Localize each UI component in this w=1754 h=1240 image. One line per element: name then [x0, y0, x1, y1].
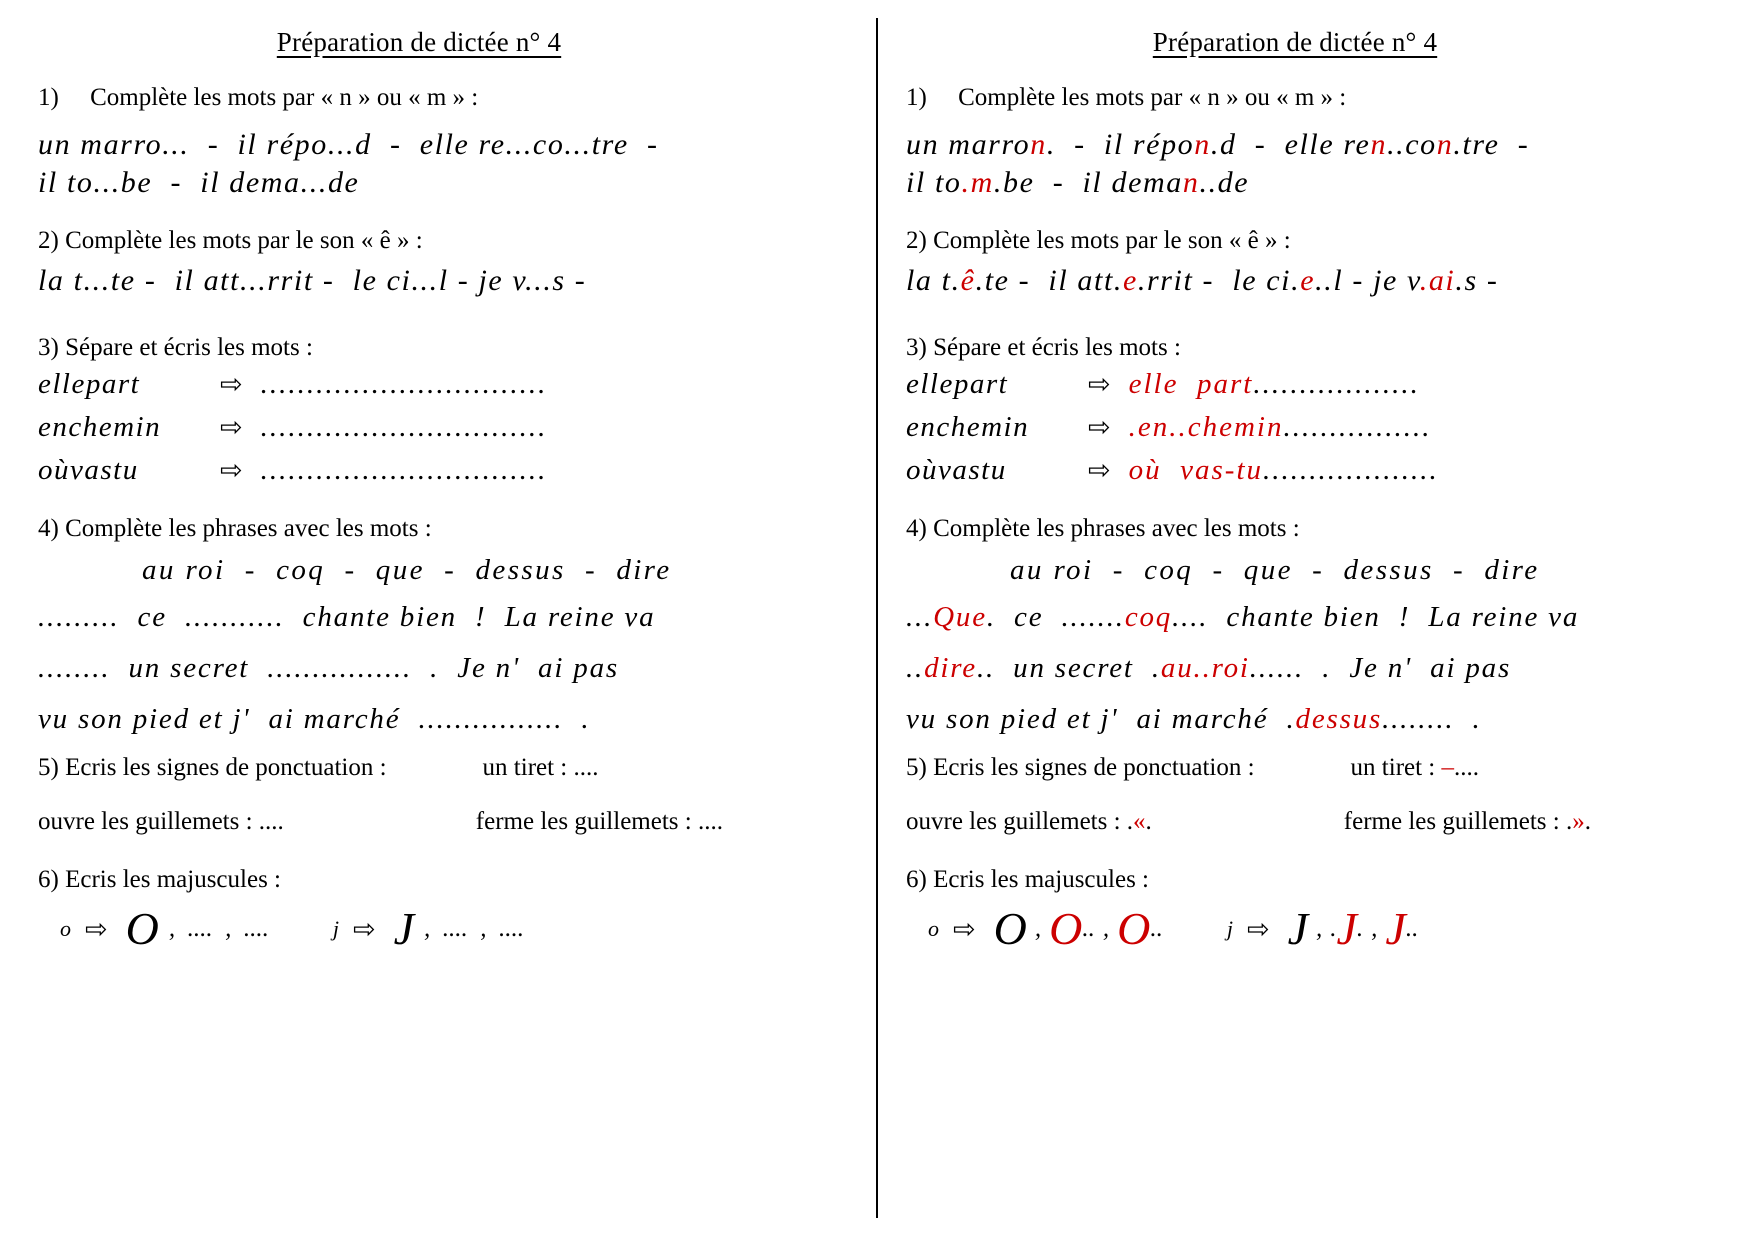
exercise-text: .tre - [1453, 128, 1530, 162]
exercise-text: vu son pied et j' ai marché . [906, 703, 1296, 736]
exercise6-answer-J-2-dots: .. [1405, 915, 1419, 943]
exercise5-close-answer: » [1572, 808, 1585, 836]
arrow-right-icon: ⇨ [1088, 369, 1111, 400]
page-title-right: Préparation de dictée n° 4 [1152, 27, 1438, 57]
correction-text: dire [924, 652, 977, 685]
exercise-text: .d - elle re [1210, 128, 1371, 162]
correction-text: n [1370, 128, 1388, 162]
exercise5-close-label: ferme les guillemets : [1343, 808, 1566, 836]
exercise3-row-1-left [38, 368, 840, 401]
correction-text: dessus [1295, 703, 1383, 736]
exercise5-close-blank[interactable]: .... [697, 808, 723, 836]
exercise3-trail-2: ................ [1283, 411, 1432, 444]
arrow-right-icon: ⇨ [220, 369, 243, 400]
exercise3-blank-3[interactable]: ............................... [260, 454, 548, 487]
exercise3-row-3-left [38, 454, 840, 487]
exercise4-line2-filled [906, 652, 1724, 685]
exercise4-wordbank-left: au roi - coq - que - dessus - dire [142, 554, 672, 587]
exercise6-instruction-right: 6) Ecris les majuscules : [906, 866, 1149, 894]
exercise5-guillemets-row-left [38, 808, 840, 836]
exercise5-tiret-label: un tiret : [1350, 754, 1442, 782]
exercise-text: ..l - je v [1315, 264, 1420, 298]
exercise3-instruction-right: 3) Sépare et écris les mots : [906, 333, 1181, 361]
exercise5-tiret-dots: .... [1454, 754, 1480, 782]
exercise6-answer-O-2: O [1117, 903, 1151, 955]
exercise5-tiret-answer: – [1441, 754, 1455, 782]
exercise6-model-O: O [125, 903, 159, 955]
exercise5-open-answer: « [1133, 808, 1146, 836]
exercise6-row-right: o ⇨ O , O .. , O .. j ⇨ J , . J . , J .. [928, 903, 1419, 955]
exercise5-open-label: ouvre les guillemets : [906, 808, 1127, 836]
exercise-text: . ce ....... [986, 601, 1125, 634]
correction-text: coq [1124, 601, 1173, 634]
exercise-text: un marro [906, 128, 1031, 162]
exercise1-line2-filled [906, 164, 1724, 202]
exercise3-instruction-left: 3) Sépare et écris les mots : [38, 333, 313, 361]
exercise4-line3-blank[interactable]: vu son pied et j' ai marché ................ . [38, 703, 591, 736]
column-corrected-worksheet [884, 0, 1744, 1240]
exercise-text: la t. [906, 264, 961, 298]
exercise3-row-3-right [906, 454, 1724, 487]
exercise6-model-O: O [993, 903, 1027, 955]
exercise5-instruction-text: 5) Ecris les signes de ponctuation : [906, 754, 1255, 782]
correction-text: n [1194, 128, 1211, 162]
exercise6-answer-O-1: O [1049, 903, 1083, 955]
exercise-text: .... chante bien ! La reine va [1172, 601, 1580, 634]
correction-text: Que [933, 601, 987, 634]
correction-text: .ai [1419, 264, 1456, 298]
exercise4-wordbank-right: au roi - coq - que - dessus - dire [1010, 554, 1540, 587]
exercise3-word-2: enchemin [38, 411, 162, 444]
exercise1-instruction-left: 1) Complète les mots par « n » ou « m » : [38, 83, 479, 111]
exercise3-answer-2: .en..chemin [1128, 411, 1284, 444]
exercise2-line-filled [906, 262, 1724, 300]
exercise3-row-1-right [906, 368, 1724, 401]
exercise-text: .. [906, 652, 925, 685]
exercise6-lower-j: j [332, 916, 339, 942]
exercise4-line2-blank[interactable]: ........ un secret ................ . Je n' ai pas [38, 652, 619, 685]
exercise5-instruction-text: 5) Ecris les signes de ponctuation : [38, 754, 387, 782]
exercise-text: .. un secret . [976, 652, 1161, 685]
exercise6-blank-slots-j[interactable]: , .... , .... [424, 915, 525, 943]
exercise3-answer-1: elle part [1128, 368, 1254, 401]
exercise4-line1-filled [906, 601, 1724, 634]
exercise5-tiret-blank[interactable]: .... [573, 754, 599, 782]
exercise-text: .s - [1455, 264, 1499, 298]
exercise-text: .te - il att. [975, 264, 1123, 298]
exercise4-line3-filled [906, 703, 1724, 736]
arrow-right-icon: ⇨ [220, 412, 243, 443]
exercise4-instruction-left: 4) Complète les phrases avec les mots : [38, 515, 432, 543]
exercise3-word-1: ellepart [38, 368, 141, 401]
exercise1-line1-blank: un marro... - il répo...d - elle re...co...tre - [38, 128, 659, 162]
exercise6-row-left [38, 903, 840, 955]
exercise3-word-3: oùvastu [906, 454, 1007, 487]
exercise1-instruction-right: 1) Complète les mots par « n » ou « m » : [906, 83, 1347, 111]
exercise-text: ..co [1387, 128, 1437, 162]
column-blank-worksheet [0, 0, 860, 1240]
exercise5-close-label: ferme les guillemets : [475, 808, 698, 836]
arrow-right-icon: ⇨ [1246, 913, 1270, 944]
exercise3-word-2: enchemin [906, 411, 1030, 444]
arrow-right-icon: ⇨ [352, 913, 376, 944]
correction-text: n [1436, 128, 1454, 162]
exercise-text: ...... . Je n' ai pas [1249, 652, 1512, 685]
exercise-text: ... [906, 601, 934, 634]
arrow-right-icon: ⇨ [953, 913, 976, 944]
exercise-text: .be - il dema [993, 165, 1183, 199]
exercise4-instruction-right: 4) Complète les phrases avec les mots : [906, 515, 1300, 543]
correction-text: .m [961, 165, 994, 199]
column-divider [876, 18, 878, 1218]
exercise3-answer-3: où vas-tu [1128, 454, 1263, 487]
exercise3-blank-2[interactable]: ............................... [260, 411, 548, 444]
exercise6-blank-slots-o[interactable]: , .... , .... [168, 915, 269, 943]
exercise5-open-label: ouvre les guillemets : [38, 808, 259, 836]
correction-text: e [1122, 264, 1138, 298]
arrow-right-icon: ⇨ [1088, 412, 1111, 443]
exercise5-guillemets-row-right: ouvre les guillemets : .«. ferme les guillemets : .». [906, 808, 1591, 836]
exercise3-trail-1: .................. [1253, 368, 1420, 401]
exercise3-trail-3: ................... [1263, 454, 1439, 487]
exercise1-line2-blank: il to...be - il dema...de [38, 165, 360, 199]
exercise2-instruction-left: 2) Complète les mots par le son « ê » : [38, 227, 423, 255]
exercise3-word-1: ellepart [906, 368, 1009, 401]
arrow-right-icon: ⇨ [85, 913, 108, 944]
correction-text: e [1300, 264, 1316, 298]
arrow-right-icon: ⇨ [220, 455, 243, 486]
exercise5-instruction-right [906, 754, 1724, 782]
exercise4-line1-blank[interactable]: ......... ce ........... chante bien ! La reine va [38, 601, 656, 634]
exercise6-lower-o: o [928, 916, 939, 942]
page-title-left: Préparation de dictée n° 4 [276, 27, 562, 57]
exercise6-model-J: J [1287, 903, 1308, 955]
correction-text: au..roi [1160, 652, 1250, 685]
exercise3-row-2-left [38, 411, 840, 444]
exercise-text: ..de [1199, 165, 1250, 199]
exercise-text: il to [906, 165, 962, 199]
exercise3-word-3: oùvastu [38, 454, 139, 487]
exercise6-answer-O-1-dots: .. [1082, 915, 1095, 943]
exercise1-line1-filled [906, 126, 1724, 164]
exercise5-instruction-left [38, 754, 840, 782]
exercise2-instruction-right: 2) Complète les mots par le son « ê » : [906, 227, 1291, 255]
exercise6-answer-O-2-dots: .. [1150, 915, 1163, 943]
exercise-text: .rrit - le ci. [1137, 264, 1301, 298]
exercise5-tiret-label: un tiret : [482, 754, 574, 782]
exercise2-line-blank: la t...te - il att...rrit - le ci...l - je v...s - [38, 264, 587, 298]
exercise6-lower-o: o [60, 916, 71, 942]
exercise6-answer-J-1: J [1336, 903, 1357, 955]
exercise-text: ........ . [1382, 703, 1482, 736]
exercise3-blank-1[interactable]: ............................... [260, 368, 548, 401]
correction-text: n [1182, 165, 1200, 199]
exercise6-answer-J-2: J [1385, 903, 1406, 955]
correction-text: n [1030, 128, 1047, 162]
exercise6-lower-j: j [1226, 916, 1233, 942]
exercise6-instruction-left: 6) Ecris les majuscules : [38, 866, 281, 894]
exercise6-model-J: J [393, 903, 415, 955]
exercise-text: . - il répo [1046, 128, 1195, 162]
exercise5-open-blank[interactable]: .... [258, 808, 284, 836]
correction-text: ê [960, 264, 976, 298]
exercise3-row-2-right [906, 411, 1724, 444]
arrow-right-icon: ⇨ [1088, 455, 1111, 486]
